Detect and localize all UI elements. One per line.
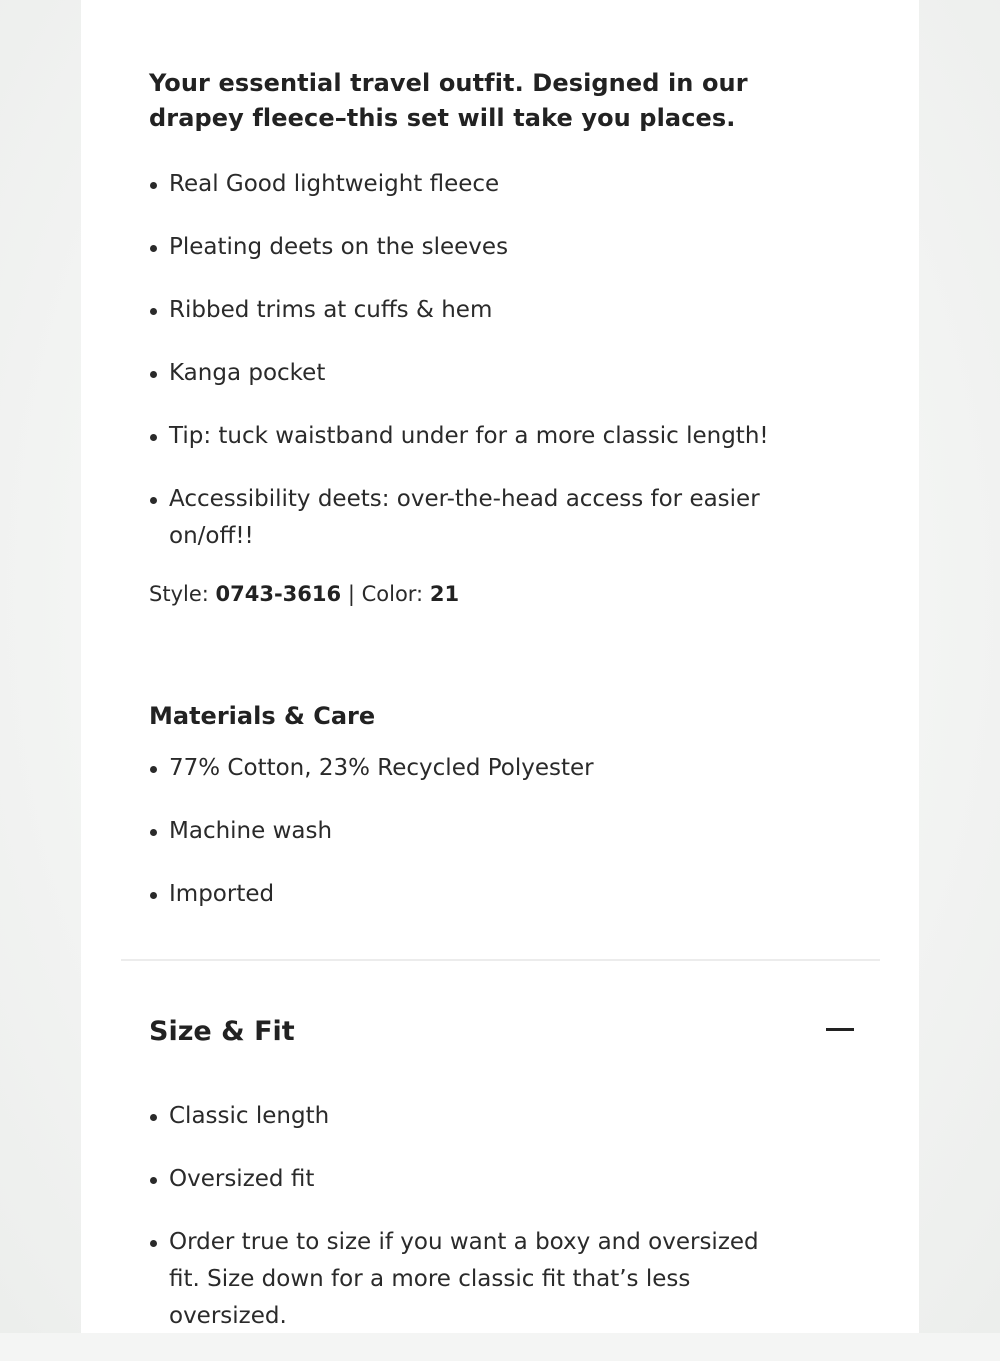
materials-care-heading: Materials & Care xyxy=(149,702,376,730)
list-item: 77% Cotton, 23% Recycled Polyester xyxy=(149,750,789,787)
list-item: Imported xyxy=(149,876,789,913)
materials-list xyxy=(149,750,789,939)
style-color-info xyxy=(149,578,459,610)
size-fit-list xyxy=(149,1098,789,1361)
list-item: Kanga pocket xyxy=(149,355,789,392)
color-number: 21 xyxy=(429,582,460,606)
size-fit-heading: Size & Fit xyxy=(149,1016,295,1047)
list-item: Pleating deets on the sleeves xyxy=(149,229,789,266)
size-fit-accordion-toggle[interactable] xyxy=(149,1012,854,1056)
section-divider xyxy=(121,959,880,961)
list-item: Machine wash xyxy=(149,813,789,850)
product-details-panel xyxy=(81,0,919,1333)
separator: | xyxy=(347,582,355,606)
list-item: Ribbed trims at cuffs & hem xyxy=(149,292,789,329)
description-list xyxy=(149,166,789,581)
minus-icon[interactable] xyxy=(826,1028,854,1031)
list-item: Order true to size if you want a boxy and oversized fit. Size down for a more classic fit that’s less oversized. xyxy=(149,1224,789,1335)
list-item: Real Good lightweight fleece xyxy=(149,166,789,203)
list-item: Tip: tuck waistband under for a more classic length! xyxy=(149,418,789,455)
style-number: 0743-3616 xyxy=(215,582,342,606)
list-item: Classic length xyxy=(149,1098,789,1135)
list-item: Accessibility deets: over-the-head access for easier on/off!! xyxy=(149,481,789,555)
description-intro: Your essential travel outfit. Designed in our drapey fleece–this set will take you places. xyxy=(149,69,748,132)
color-label: Color: xyxy=(361,582,424,606)
style-label: Style: xyxy=(149,582,209,606)
list-item: Oversized fit xyxy=(149,1161,789,1198)
